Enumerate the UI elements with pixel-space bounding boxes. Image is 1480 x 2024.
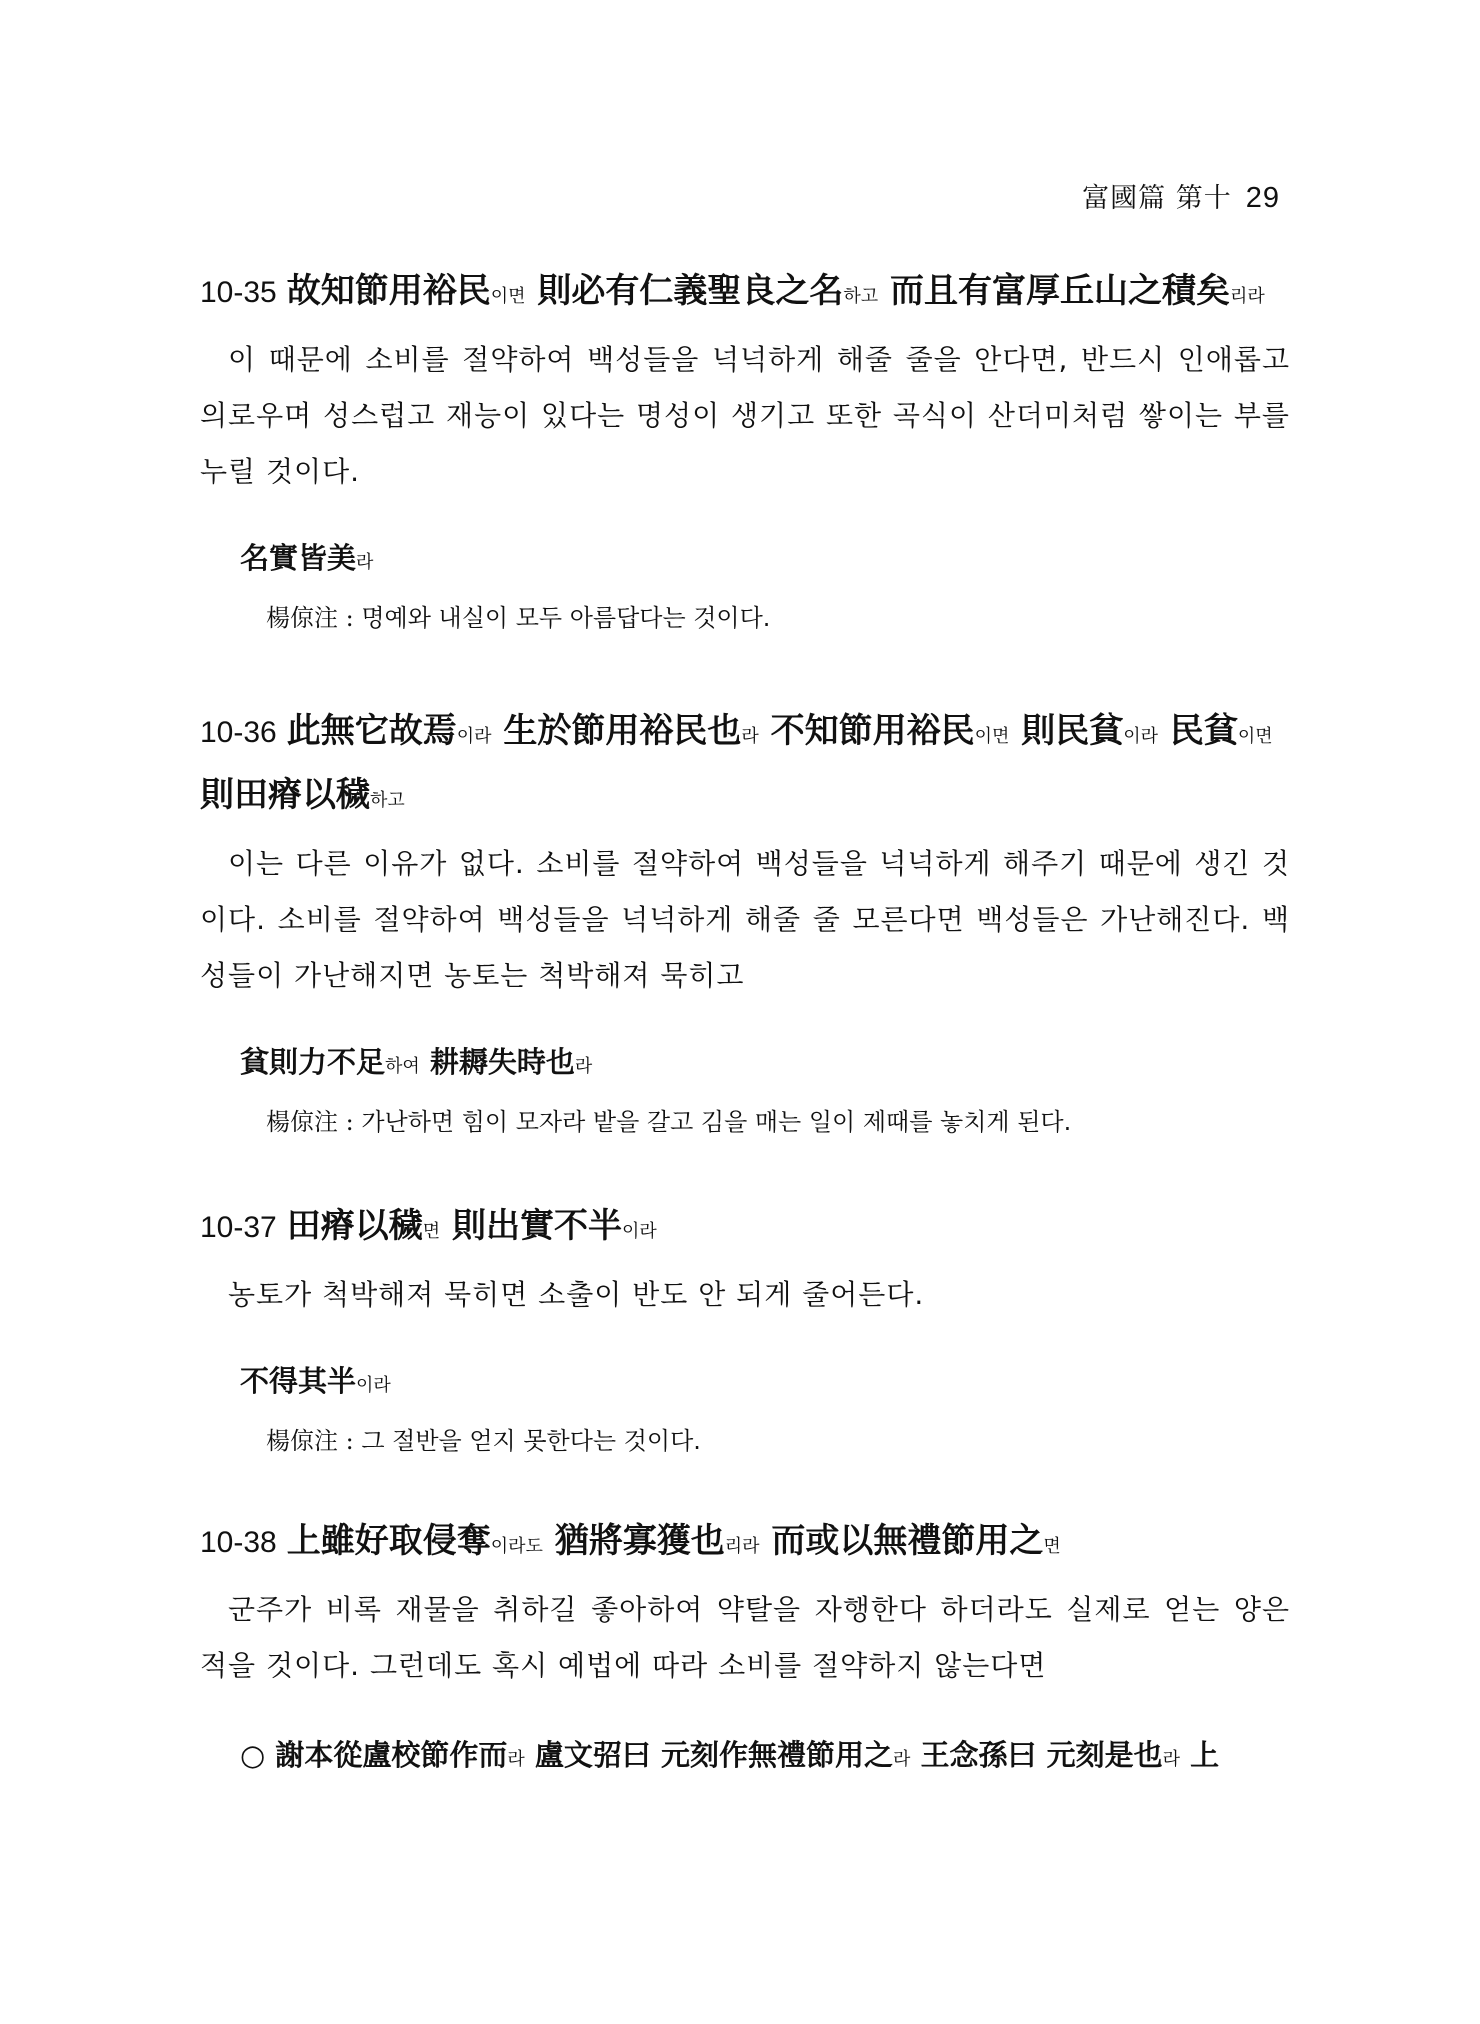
running-header	[1082, 176, 1280, 215]
source-text	[200, 262, 1290, 326]
commentary-translation	[266, 593, 1290, 643]
source-runs	[287, 1521, 1061, 1560]
collation-note	[240, 1730, 1290, 1785]
entry-number: 10-36	[200, 716, 277, 749]
commentary-text: 명예와 내실이 모두 아름답다는 것이다.	[361, 604, 771, 632]
entry-number: 10-38	[200, 1526, 277, 1559]
classical-text: ○	[240, 1738, 276, 1772]
source-runs	[200, 711, 1273, 814]
particle-text: 라	[356, 552, 374, 573]
classical-text: 耕耨失時也	[419, 1045, 575, 1079]
classical-text: 則出實不半	[440, 1206, 622, 1246]
entry-10-37	[200, 1197, 1290, 1466]
particle-text: 라	[741, 726, 759, 747]
particle-text: 라	[893, 1749, 911, 1770]
particle-text: 라	[1162, 1749, 1180, 1770]
classical-text: 則必有仁義聖良之名	[525, 271, 844, 311]
classical-text: 故知節用裕民	[286, 271, 491, 311]
classical-text: 田瘠以穢	[286, 1206, 423, 1246]
classical-text: 貧則力不足	[240, 1045, 386, 1079]
classical-text: 不得其半	[240, 1364, 357, 1398]
translation-text: 이는 다른 이유가 없다. 소비를 절약하여 백성들을 넉넉하게 해주기 때문에 생긴 것이다. 소비를 절약하여 백성들을 넉넉하게 해줄 줄 모른다면 백성들은 가난해진다. 백성들이 가난해지면 농토는 척박해져 묵히고	[200, 847, 1290, 992]
entry-10-38	[200, 1512, 1290, 1785]
particle-text: 이면	[974, 726, 1010, 747]
particle-text: 하고	[843, 286, 879, 307]
entry-10-36	[200, 702, 1290, 1147]
particle-text: 하여	[385, 1056, 420, 1077]
particle-text: 리라	[1229, 286, 1265, 307]
entry-number: 10-35	[200, 276, 277, 309]
source-text	[200, 1512, 1290, 1576]
entry-10-35	[200, 262, 1290, 643]
translation-text: 이 때문에 소비를 절약하여 백성들을 넉넉하게 해줄 줄을 안다면, 반드시 인애롭고 의로우며 성스럽고 재능이 있다는 명성이 생기고 또한 곡식이 산더미처럼 쌓이는 부를 누릴 것이다.	[200, 343, 1290, 488]
particle-text: 이라	[356, 1375, 391, 1396]
chapter-title: 富國篇 第十	[1082, 183, 1232, 214]
commentary-label: 楊倞注 :	[266, 604, 362, 632]
classical-text: 而且有富厚丘山之積矣	[878, 271, 1230, 311]
classical-text: 上	[1180, 1738, 1220, 1772]
particle-text: 이라도	[490, 1536, 543, 1557]
particle-text: 하고	[370, 790, 405, 811]
commentary-translation	[266, 1416, 1290, 1466]
classical-text: 名實皆美	[240, 541, 357, 575]
classical-text: 則民貧	[1009, 711, 1124, 751]
classical-text: 此無它故焉	[286, 711, 457, 751]
page-number: 29	[1245, 182, 1280, 214]
commentary-text: 그 절반을 얻지 못한다는 것이다.	[361, 1427, 701, 1455]
classical-text: 則田瘠以穢	[200, 775, 370, 815]
entry-number: 10-37	[200, 1211, 277, 1244]
translation-text: 농토가 척박해져 묵히면 소출이 반도 안 되게 줄어든다.	[228, 1278, 925, 1311]
particle-text: 라	[574, 1056, 593, 1077]
classical-text: 謝本從盧校節作而	[275, 1738, 508, 1772]
classical-text: 猶將寡獲也	[542, 1521, 725, 1561]
classical-text: 上雖好取侵奪	[286, 1521, 491, 1561]
classical-text: 民貧	[1158, 711, 1238, 751]
source-runs	[287, 271, 1265, 310]
particle-text: 이라	[621, 1221, 657, 1242]
source-text	[200, 702, 1290, 830]
particle-text: 이면	[490, 286, 526, 307]
particle-text: 이면	[1237, 726, 1273, 747]
source-text	[200, 1197, 1290, 1261]
classical-text: 王念孫曰 元刻是也	[910, 1738, 1163, 1772]
commentary-source	[240, 1357, 1290, 1410]
particle-text: 이라	[456, 726, 492, 747]
classical-text: 而或以無禮節用之	[759, 1521, 1044, 1561]
particle-text: 면	[1043, 1536, 1061, 1557]
classical-text: 生於節用裕民也	[491, 711, 742, 751]
particle-text: 이라	[1123, 726, 1158, 747]
classical-text: 不知節用裕民	[758, 711, 975, 751]
particle-text: 라	[507, 1749, 525, 1770]
commentary-source	[240, 1038, 1290, 1091]
source-runs	[287, 1206, 657, 1245]
translation-text: 군주가 비록 재물을 취하길 좋아하여 약탈을 자행한다 하더라도 실제로 얻는 양은 적을 것이다. 그런데도 혹시 예법에 따라 소비를 절약하지 않는다면	[200, 1593, 1290, 1682]
commentary-source	[240, 534, 1290, 587]
classical-text: 盧文弨曰 元刻作無禮節用之	[524, 1738, 894, 1772]
commentary-label: 楊倞注 :	[266, 1108, 362, 1136]
commentary-translation	[266, 1097, 1290, 1147]
commentary-text: 가난하면 힘이 모자라 밭을 갈고 김을 매는 일이 제때를 놓치게 된다.	[361, 1108, 1072, 1136]
commentary-label: 楊倞注 :	[266, 1427, 362, 1455]
particle-text: 면	[422, 1221, 441, 1242]
particle-text: 리라	[724, 1536, 760, 1557]
